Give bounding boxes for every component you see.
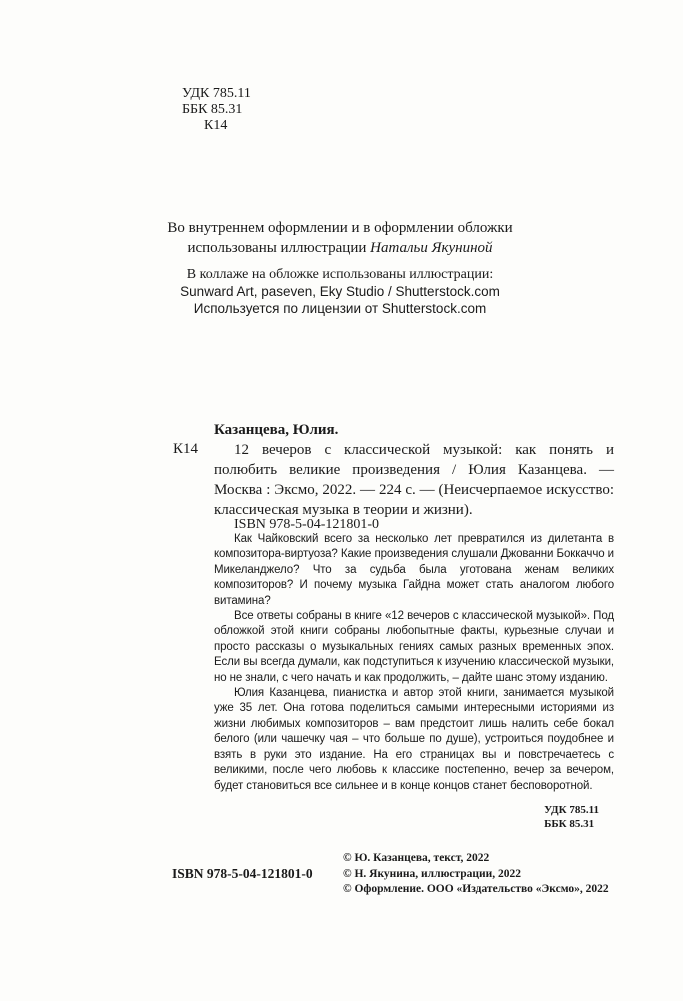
record-isbn: ISBN 978-5-04-121801-0	[234, 517, 380, 532]
illustration-credits	[100, 218, 580, 258]
collage-credits-line3: Используется по лицензии от Shutterstock.com	[193, 301, 487, 316]
bibliographic-description-text: 12 вечеров с классической музыкой: как понять и полюбить великие произведения / Юлия Казанцева. — Москва : Эксмо, 2022. — 224 с. — (Неисчерпаемое искусство: классическая музыка в теории и жизни).	[214, 442, 614, 518]
copyright-block	[343, 851, 609, 898]
author-mark: К14	[204, 118, 228, 133]
bbk-code: ББК 85.31	[182, 102, 243, 117]
copyright-illustrations: © Н. Якунина, иллюстрации, 2022	[343, 867, 522, 880]
collage-credits-line1: В коллаже на обложке использованы иллюстрации:	[186, 267, 494, 282]
illustrator-name: Натальи Якуниной	[370, 240, 493, 256]
collage-credits	[100, 266, 580, 317]
collage-credits-line2: Sunward Art, paseven, Eky Studio / Shutterstock.com	[180, 284, 500, 299]
udk-code: УДК 785.11	[182, 86, 251, 101]
author-heading: Казанцева, Юлия.	[214, 422, 339, 438]
footer-isbn: ISBN 978-5-04-121801-0	[172, 866, 313, 881]
illustration-credits-prefix: использованы иллюстрации	[187, 240, 367, 256]
footer-bbk-code: ББК 85.31	[544, 818, 595, 830]
classification-block	[182, 86, 251, 134]
footer-classification	[544, 803, 599, 831]
annotation	[214, 532, 614, 794]
footer-udk-code: УДК 785.11	[544, 804, 599, 816]
annotation-paragraph: Все ответы собраны в книге «12 вечеров с классической музыкой». Под обложкой этой книги собраны любопытные факты, курьезные случаи и просто рассказы о музыкальных гениях самых разных временных эпох. Если вы всегда думали, как подступиться к изучению классической музыки, но не знали, с чего начать и как продолжить, – дайте шанс этому изданию.	[214, 610, 614, 684]
annotation-paragraph: Юлия Казанцева, пианистка и автор этой книги, занимается музыкой уже 35 лет. Она готова поделиться самыми интересными историями из жизни любимых композиторов – вам предстоит лишь налить себе бокал белого (или чашечку чая – что больше по душе), устроиться поудобнее и взять в руки это издание. На его страницах вы и повстречаетесь с великими, после чего любовь к классике постепенно, вечер за вечером, будет становиться все сильнее и в конце концов станет бесповоротной.	[214, 687, 614, 792]
annotation-paragraph: Как Чайковский всего за несколько лет превратился из дилетанта в композитора-виртуоза? Какие произведения слушали Джованни Боккаччо и Микеланджело? Что за судьба была уготована женам великих композиторов? И почему музыка Гайдна может стать аналогом любого витамина?	[214, 533, 614, 607]
bibliographic-description	[214, 440, 614, 520]
illustration-credits-line1: Во внутреннем оформлении и в оформлении обложки	[167, 220, 513, 236]
copyright-text: © Ю. Казанцева, текст, 2022	[343, 852, 490, 864]
record-author-mark: К14	[173, 441, 199, 457]
illustration-credits-line2	[100, 238, 580, 258]
copyright-design: © Оформление. ООО «Издательство «Эксмо», 2022	[343, 883, 609, 895]
